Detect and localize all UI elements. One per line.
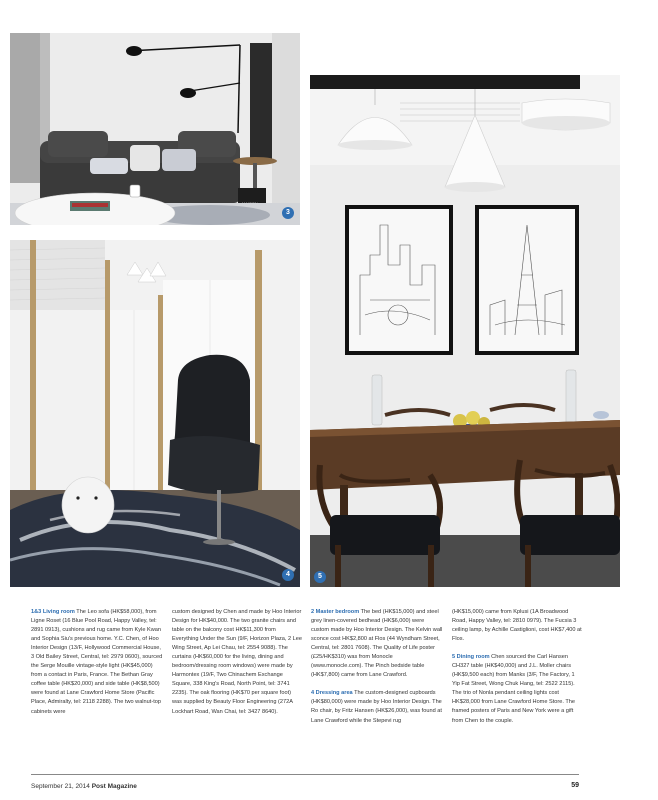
footer-rule — [31, 774, 579, 775]
photo-number-badge: 4 — [282, 569, 294, 581]
caption-column-1 — [31, 608, 163, 726]
caption-paragraph — [31, 608, 163, 717]
footer-date: September 21, 2014 — [31, 783, 90, 790]
caption-column-3 — [311, 608, 443, 735]
caption-paragraph — [452, 608, 582, 644]
caption-body: The Leo sofa (HK$58,000), from Ligne Roset (16 Blue Pool Road, Happy Valley, tel: 2891 0913), cushions and rug came from Kyle Kwan and Sophia Siu's previous home. Y.C. Chen, of Hoo Interior Design (13/F, Hollywood Commercial House, 3 Old Bailey Street, Central, tel: 2979 0600), sourced the Serge Mouille vintage-style light (HK$45,000) from a contact in Paris, France. The Bethan Gray coffee table (HK$20,000) and side table (HK$8,500) were found at Lane Crawford Home Store (Pacific Place, Admiralty, tel: 2118 2288). The two walnut-top cabinets were — [31, 609, 163, 715]
photo-number-badge: 3 — [282, 207, 294, 219]
caption-paragraph — [311, 608, 443, 680]
caption-column-2 — [172, 608, 302, 726]
caption-body: The bed (HK$15,000) and steel grey linen-covered bedhead (HK$6,000) were custom made by Hoo Interior Design. The Kelvin wall sconce cost HK$2,800 at Flos (44 Wyndham Street, Central, tel: 2801 7608). The Quality of Life poster (£25/HK$310) was from Monocle (www.monocle.com). The Pinch bedside table (HK$7,800) came from Lane Crawford. — [311, 609, 443, 679]
caption-heading: 5 Dining room — [452, 654, 490, 661]
caption-heading: 1&3 Living room — [31, 609, 75, 615]
photo-number-badge: 5 — [314, 571, 326, 583]
living-room-photo — [10, 33, 300, 225]
footer-magazine: Post Magazine — [91, 783, 137, 790]
caption-body: Chen sourced the Carl Hansen CH327 table (HK$40,000) and J.L. Moller chairs (HK$9,500 each) from Manks (3/F, The Factory, 1 Yip Fat Street, Wong Chuk Hang, tel: 2522 2115). The trio of Nonla pendant ceiling lights cost HK$28,000 from Lane Crawford Home Store. The framed posters of Paris and New York were a gift from Chen to the couple. — [452, 654, 576, 724]
caption-body: The custom-designed cupboards (HK$80,000) were made by Hoo Interior Design. The Ro chair, by Fritz Hansen (HK$26,000), was found at Lane Crawford while the Stepevi rug — [311, 690, 442, 724]
dining-room-photo — [310, 75, 620, 587]
caption-body: custom designed by Chen and made by Hoo Interior Design for HK$40,000. The two granite chairs and table on the balcony cost HK$11,300 from Everything Under the Sun (9/F, Horizon Plaza, 2 Lee Wing Street, Ap Lei Chau, tel: 2554 9088). The curtains (HK$60,000 for the living, dining and bedroom/dressing room windows) were made by Harmontex (19/F, Two Chinachem Exchange Square, 338 King's Road, North Point, tel: 3741 2235). The oak flooring (HK$70 per square foot) was supplied by Beauty Floor Engineering (272A Lockhart Road, Wan Chai, tel: 3427 8640). — [172, 609, 302, 715]
caption-paragraph — [452, 653, 582, 725]
caption-body: (HK$15,000) came from Kplusi (1A Broadwood Road, Happy Valley, tel: 2810 0979). The Fucsia 3 ceiling lamp, by Achille Castiglioni, cost HK$7,400 at Flos. — [452, 609, 582, 643]
caption-paragraph — [311, 689, 443, 725]
page-number: 59 — [571, 782, 579, 789]
caption-heading: 4 Dressing area — [311, 690, 353, 697]
header-bar — [310, 75, 580, 89]
dressing-area-photo — [10, 240, 300, 587]
footer-issue — [31, 783, 137, 790]
caption-column-4 — [452, 608, 582, 735]
caption-paragraph — [172, 608, 302, 717]
caption-heading: 2 Master bedroom — [311, 609, 360, 615]
